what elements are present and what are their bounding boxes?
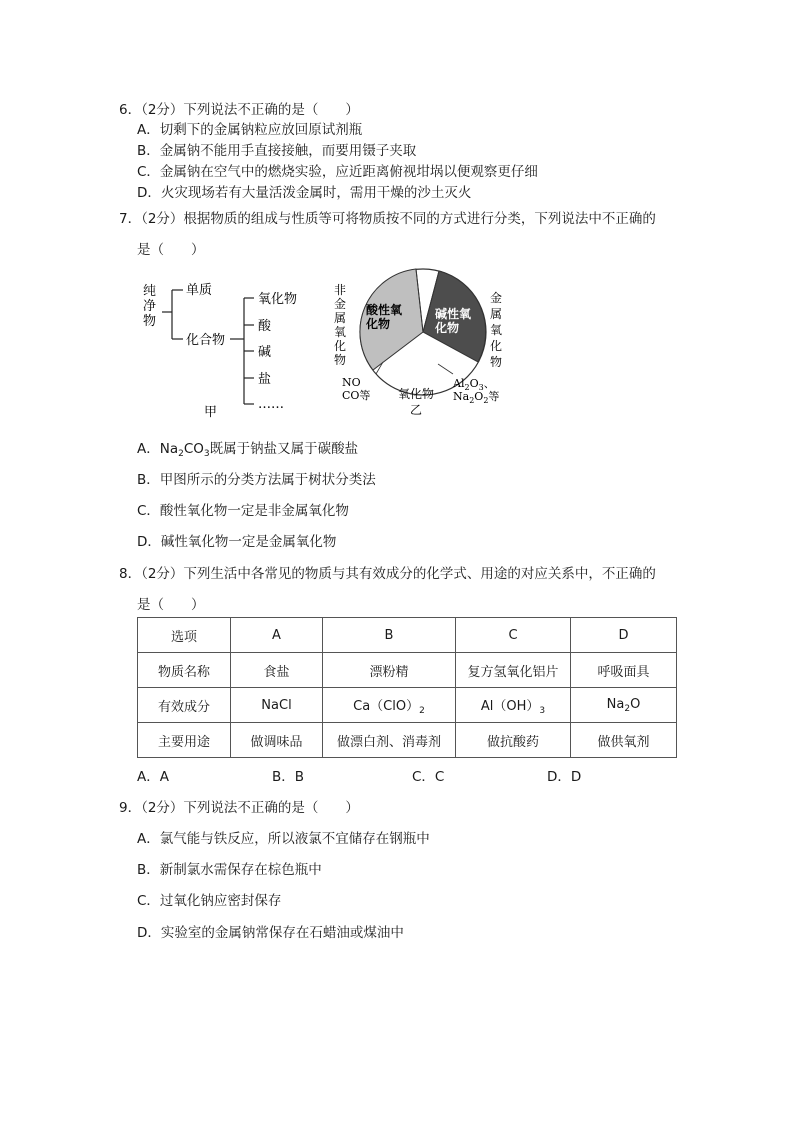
pie-right-label-char: 属 xyxy=(490,307,503,321)
q8-option-a: A．A xyxy=(137,769,169,785)
table-cell: 食盐 xyxy=(231,653,323,688)
pie-left-label-char: 属 xyxy=(334,311,347,325)
q7-stem-line1: 7．（2分）根据物质的组成与性质等可将物质按不同的方式进行分类，下列说法中不正确的 xyxy=(119,211,656,227)
q7-stem-line2: 是（ ） xyxy=(137,242,205,258)
table-cell: $Al(OH)_3$ xyxy=(456,688,571,723)
q7-option-d: D．碱性氧化物一定是金属氧化物 xyxy=(137,534,337,550)
table-cell: 做调味品 xyxy=(231,723,323,758)
q8-stem-line1: 8．（2分）下列生活中各常见的物质与其有效成分的化学式、用途的对应关系中，不正确的 xyxy=(119,566,656,582)
table-row xyxy=(138,688,677,723)
table-cell: C xyxy=(456,618,571,653)
pie-left-label-char: 物 xyxy=(334,353,347,367)
pie-right-label-char: 金 xyxy=(490,291,503,305)
co-label: CO等 xyxy=(342,389,371,402)
table-cell: 做抗酸药 xyxy=(456,723,571,758)
table-cell: 物质名称 xyxy=(138,653,231,688)
pie-diagram xyxy=(328,262,518,420)
q8-option-d: D．D xyxy=(547,769,582,785)
table-cell: 做供氧剂 xyxy=(571,723,677,758)
pie-right-label-char: 物 xyxy=(490,355,503,369)
tree-diagram xyxy=(138,270,318,420)
table-cell: B xyxy=(323,618,456,653)
table-cell: 漂粉精 xyxy=(323,653,456,688)
q9-option-b: B．新制氯水需保存在棕色瓶中 xyxy=(137,862,322,878)
acidic-oxide-label-2: 化物 xyxy=(366,317,391,331)
acidic-oxide-label-1: 酸性氧 xyxy=(366,303,403,317)
q8-option-c: C．C xyxy=(412,769,445,785)
table-cell: 主要用途 xyxy=(138,723,231,758)
q8-options-table xyxy=(137,617,677,758)
pie-left-label-char: 非 xyxy=(334,283,347,297)
q7-option-c: C．酸性氧化物一定是非金属氧化物 xyxy=(137,503,349,519)
pie-right-label-char: 化 xyxy=(490,339,503,353)
tree-leaf-base: 碱 xyxy=(258,345,272,360)
q6-option-a: A．切剩下的金属钠粒应放回原试剂瓶 xyxy=(137,122,363,138)
tree-leaf-oxide: 氧化物 xyxy=(258,292,298,307)
tree-compound: 化合物 xyxy=(186,333,226,348)
table-cell: $Na_2O$ xyxy=(571,688,677,723)
tree-root-char: 纯 xyxy=(143,284,157,299)
q9-option-a: A．氯气能与铁反应，所以液氯不宜储存在钢瓶中 xyxy=(137,831,430,847)
tree-elemental: 单质 xyxy=(186,283,213,298)
table-cell: 选项 xyxy=(138,618,231,653)
tree-leaf-ellipsis: …… xyxy=(258,397,284,412)
pie-left-label-char: 金 xyxy=(334,297,347,311)
q8-option-b: B．B xyxy=(272,769,305,785)
table-cell: 呼吸面具 xyxy=(571,653,677,688)
table-cell: $Ca(ClO)_2$ xyxy=(323,688,456,723)
q6-option-c: C．金属钠在空气中的燃烧实验，应近距离俯视坩埚以便观察更仔细 xyxy=(137,164,538,180)
q9-stem: 9．（2分）下列说法不正确的是（ ） xyxy=(119,800,359,816)
no-label: NO xyxy=(342,376,361,389)
table-cell: A xyxy=(231,618,323,653)
pie-left-label-char: 化 xyxy=(334,339,347,353)
q9-option-c: C．过氧化钠应密封保存 xyxy=(137,893,282,909)
pie-left-label-char: 氧 xyxy=(334,325,347,339)
table-cell: 有效成分 xyxy=(138,688,231,723)
table-row xyxy=(138,618,677,653)
q8-stem-line2: 是（ ） xyxy=(137,597,205,613)
tree-leaf-salt: 盐 xyxy=(258,372,272,387)
table-row xyxy=(138,653,677,688)
q9-option-d: D．实验室的金属钠常保存在石蜡油或煤油中 xyxy=(137,925,404,941)
table-cell: 复方氢氧化铝片 xyxy=(456,653,571,688)
tree-caption: 甲 xyxy=(204,405,218,420)
table-cell: NaCl xyxy=(231,688,323,723)
q6-option-d: D．火灾现场若有大量活泼金属时，需用干燥的沙土灭火 xyxy=(137,185,472,201)
na2o2-label: $Na_2O_2$等 xyxy=(453,390,500,405)
table-cell: D xyxy=(571,618,677,653)
oxide-bottom-label: 氧化物 xyxy=(398,387,435,401)
pie-right-label-char: 氧 xyxy=(490,323,503,337)
q7-option-a: A．$Na_2CO_3$既属于钠盐又属于碳酸盐 xyxy=(137,441,359,459)
pie-caption: 乙 xyxy=(410,403,423,417)
table-cell: 做漂白剂、消毒剂 xyxy=(323,723,456,758)
basic-oxide-label-1: 碱性氧 xyxy=(435,307,472,321)
tree-root-char: 净 xyxy=(143,299,157,314)
q7-option-b: B．甲图所示的分类方法属于树状分类法 xyxy=(137,472,376,488)
tree-leaf-acid: 酸 xyxy=(258,319,272,334)
table-row xyxy=(138,723,677,758)
tree-root-char: 物 xyxy=(143,314,157,329)
q6-option-b: B．金属钠不能用手直接接触，而要用镊子夹取 xyxy=(137,143,417,159)
q6-stem: 6．（2分）下列说法不正确的是（ ） xyxy=(119,102,359,118)
al2o3-label: $Al_2O_3$、 xyxy=(453,377,495,392)
basic-oxide-label-2: 化物 xyxy=(435,321,460,335)
